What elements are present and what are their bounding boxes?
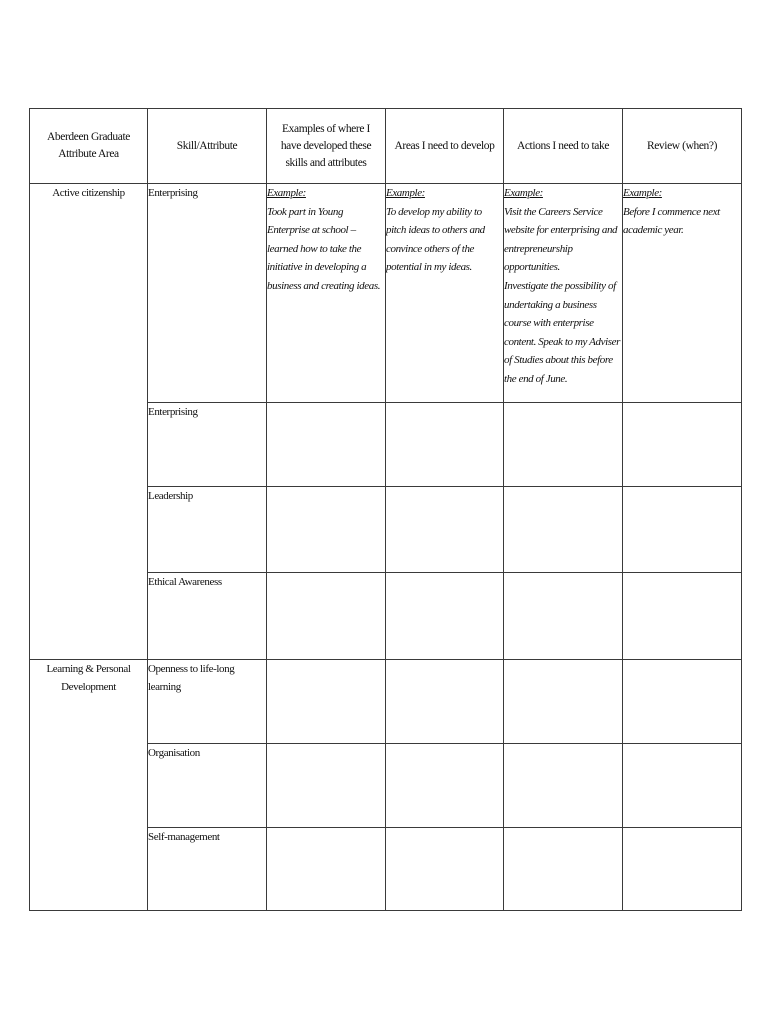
review-input-cell[interactable]: [623, 660, 742, 744]
review-input-cell[interactable]: [623, 487, 742, 573]
examples-input-cell[interactable]: [267, 828, 386, 911]
header-examples-developed: Examples of where I have developed these skills and attributes: [267, 109, 386, 184]
actions-input-cell[interactable]: [504, 744, 623, 828]
skill-cell-self-management: Self-management: [148, 828, 267, 911]
header-areas-to-develop: Areas I need to develop: [386, 109, 504, 184]
areas-input-cell[interactable]: [386, 573, 504, 660]
areas-input-cell[interactable]: [386, 660, 504, 744]
personal-development-plan-table: [29, 108, 742, 911]
header-graduate-attribute-area: Aberdeen Graduate Attribute Area: [30, 109, 148, 184]
example-label: Example:: [623, 187, 662, 199]
examples-input-cell[interactable]: [267, 660, 386, 744]
review-input-cell[interactable]: [623, 403, 742, 487]
skill-cell-example: Enterprising: [148, 184, 267, 403]
skill-cell-ethical-awareness: Ethical Awareness: [148, 573, 267, 660]
review-input-cell[interactable]: [623, 744, 742, 828]
example-areas-cell[interactable]: Example: To develop my ability to pitch ideas to others and convince others of the potential in my ideas.: [386, 184, 504, 403]
header-review-when: Review (when?): [623, 109, 742, 184]
actions-input-cell[interactable]: [504, 403, 623, 487]
header-actions-to-take: Actions I need to take: [504, 109, 623, 184]
area-cell-active-citizenship: Active citizenship: [30, 184, 148, 660]
table-row-example: [30, 184, 742, 403]
example-label: Example:: [267, 187, 306, 199]
examples-input-cell[interactable]: [267, 487, 386, 573]
example-label: Example:: [386, 187, 425, 199]
examples-input-cell[interactable]: [267, 403, 386, 487]
areas-input-cell[interactable]: [386, 403, 504, 487]
skill-cell-enterprising: Enterprising: [148, 403, 267, 487]
review-input-cell[interactable]: [623, 573, 742, 660]
review-input-cell[interactable]: [623, 828, 742, 911]
actions-input-cell[interactable]: [504, 828, 623, 911]
table-header-row: [30, 109, 742, 184]
areas-input-cell[interactable]: [386, 744, 504, 828]
example-developed-cell[interactable]: Example: Took part in Young Enterprise at school – learned how to take the initiative in developing a business and creating ideas.: [267, 184, 386, 403]
actions-input-cell[interactable]: [504, 573, 623, 660]
example-label: Example:: [504, 187, 543, 199]
skill-cell-leadership: Leadership: [148, 487, 267, 573]
skill-cell-openness-to-life-long-learning: Openness to life-long learning: [148, 660, 267, 744]
examples-input-cell[interactable]: [267, 573, 386, 660]
example-review-cell[interactable]: Example: Before I commence next academic year.: [623, 184, 742, 403]
actions-input-cell[interactable]: [504, 487, 623, 573]
skill-cell-organisation: Organisation: [148, 744, 267, 828]
areas-input-cell[interactable]: [386, 487, 504, 573]
examples-input-cell[interactable]: [267, 744, 386, 828]
area-cell-learning-personal-development: Learning & Personal Development: [30, 660, 148, 911]
example-actions-cell[interactable]: Example: Visit the Careers Service website for enterprising and entrepreneurship opportunities. Investigate the possibility of undertaking a business course with enterprise content. Speak to my Adviser of Studies about this before the end of June.: [504, 184, 623, 403]
actions-input-cell[interactable]: [504, 660, 623, 744]
table-row: [30, 660, 742, 744]
header-skill-attribute: Skill/Attribute: [148, 109, 267, 184]
areas-input-cell[interactable]: [386, 828, 504, 911]
